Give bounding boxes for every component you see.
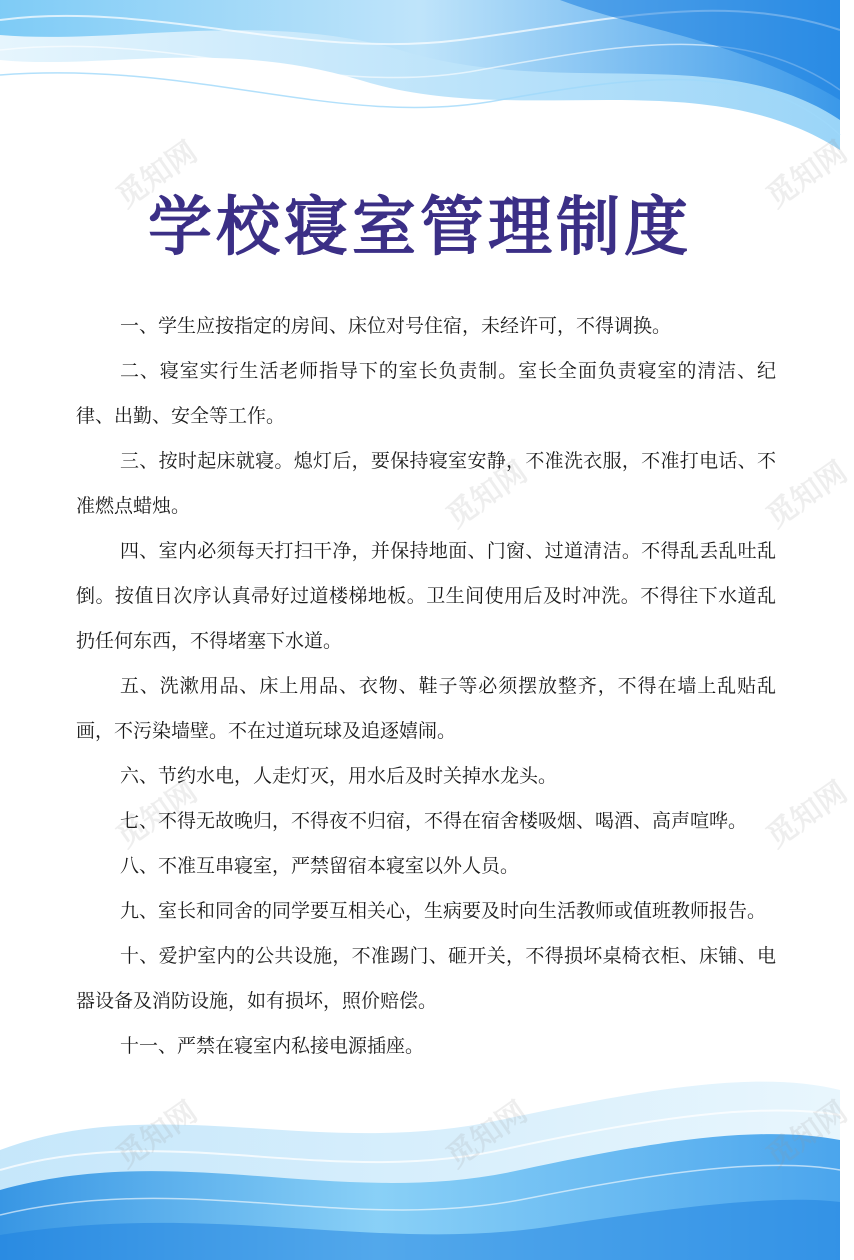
top-wave-decoration	[0, 0, 840, 190]
rule-item: 六、节约水电，人走灯灭，用水后及时关掉水龙头。	[120, 765, 558, 787]
rule-item: 九、室长和同舍的同学要互相关心，生病要及时向生活教师或值班教师报告。	[120, 900, 767, 922]
rules-list	[76, 304, 776, 1069]
watermark-text: 觅知网	[760, 134, 854, 216]
page-title: 学校寝室管理制度	[148, 190, 692, 265]
rule-item: 十、爱护室内的公共设施，不准踢门、砸开关，不得损坏桌椅衣柜、床铺、电器设备及消防设施，如有损坏，照价赔偿。	[76, 945, 776, 1012]
rule-item: 二、寝室实行生活老师指导下的室长负责制。室长全面负责寝室的清洁、纪律、出勤、安全等工作。	[76, 360, 776, 427]
watermark-text: 觅知网	[440, 454, 534, 536]
rule-item: 十一、严禁在寝室内私接电源插座。	[120, 1035, 425, 1057]
watermark-text: 觅知网	[110, 774, 204, 856]
watermark-text: 觅知网	[760, 774, 854, 856]
watermark-text: 觅知网	[760, 454, 854, 536]
rule-item: 七、不得无故晚归，不得夜不归宿，不得在宿舍楼吸烟、喝酒、高声喧哗。	[120, 810, 748, 832]
rule-item: 四、室内必须每天打扫干净，并保持地面、门窗、过道清洁。不得乱丢乱吐乱倒。按值日次序认真帚好过道楼梯地板。卫生间使用后及时冲洗。不得往下水道乱扔任何东西，不得堵塞下水道。	[76, 540, 776, 652]
rule-item: 八、不准互串寝室，严禁留宿本寝室以外人员。	[120, 855, 520, 877]
rule-item: 五、洗漱用品、床上用品、衣物、鞋子等必须摆放整齐，不得在墙上乱贴乱画，不污染墙壁。不在过道玩球及追逐嬉闹。	[76, 675, 776, 742]
rule-item: 一、学生应按指定的房间、床位对号住宿，未经许可，不得调换。	[120, 315, 672, 337]
watermark-text: 觅知网	[110, 134, 204, 216]
rule-item: 三、按时起床就寝。熄灯后，要保持寝室安静，不准洗衣服，不准打电话、不准燃点蜡烛。	[76, 450, 776, 517]
